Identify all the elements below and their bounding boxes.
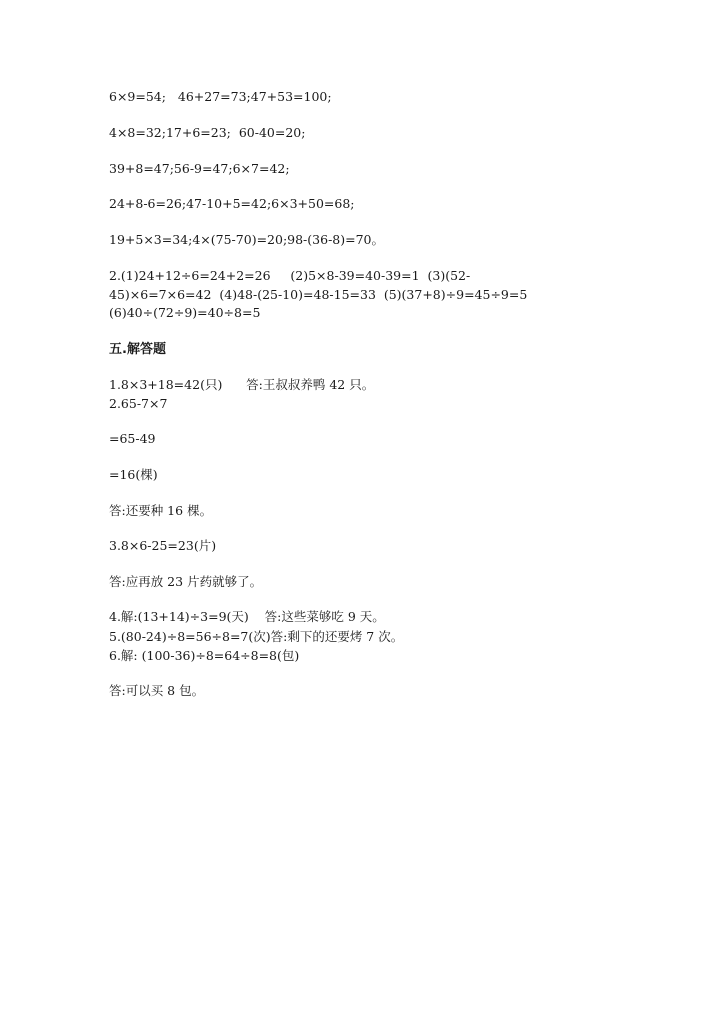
- answer-line: 24+8-6=26;47-10+5=42;6×3+50=68;: [109, 196, 355, 211]
- answer-line: =16(棵): [109, 467, 158, 482]
- answer-line: 39+8=47;56-9=47;6×7=42;: [109, 161, 290, 176]
- answer-line: 5.(80-24)÷8=56÷8=7(次)答:剩下的还要烤 7 次。: [109, 629, 404, 644]
- answer-line: 45)×6=7×6=42 (4)48-(25-10)=48-15=33 (5)(37+8)÷9=45÷9=5: [109, 287, 528, 302]
- answer-line: (6)40÷(72÷9)=40÷8=5: [109, 305, 261, 320]
- answer-line: 6×9=54; 46+27=73;47+53=100;: [109, 89, 332, 104]
- section-heading: 五.解答题: [109, 342, 166, 357]
- answer-line: 4×8=32;17+6=23; 60-40=20;: [109, 125, 306, 140]
- answer-line: 2.(1)24+12÷6=24+2=26 (2)5×8-39=40-39=1 (3)(52-: [109, 268, 471, 283]
- answer-line: 答:应再放 23 片药就够了。: [109, 574, 263, 589]
- answer-line: 3.8×6-25=23(片): [109, 538, 217, 553]
- answer-line: 2.65-7×7: [109, 396, 168, 411]
- answer-line: 答:还要种 16 棵。: [109, 503, 213, 518]
- answer-line: 19+5×3=34;4×(75-70)=20;98-(36-8)=70。: [109, 232, 385, 247]
- answer-line: 答:可以买 8 包。: [109, 683, 205, 698]
- answer-line: 1.8×3+18=42(只) 答:王叔叔养鸭 42 只。: [109, 377, 375, 392]
- answer-line: =65-49: [109, 431, 156, 446]
- answer-line: 6.解: (100-36)÷8=64÷8=8(包): [109, 648, 300, 663]
- answer-line: 4.解:(13+14)÷3=9(天) 答:这些菜够吃 9 天。: [109, 609, 385, 624]
